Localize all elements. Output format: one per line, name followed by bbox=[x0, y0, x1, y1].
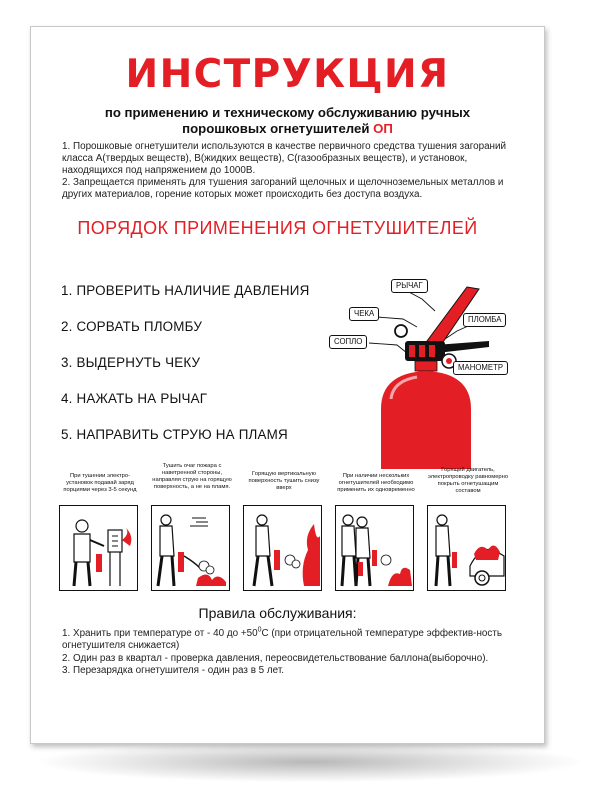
panel-caption: Тушить очаг пожара с наветренной стороны, направляя струю на горящую поверхность, а не на пламя. bbox=[152, 463, 232, 490]
intro-paragraph-1: 1. Порошковые огнетушители используются в качестве первичного средства тушения загораний класса А(твердых веществ), В(жидких веществ), С(газообразных веществ), и установок, находящихся под напряжением до 1000В. bbox=[62, 141, 507, 177]
page-title: ИНСТРУКЦИЯ bbox=[125, 52, 450, 97]
intro-paragraph-2: 2. Запрещается применять для тушения загораний щелочных и щелочноземельных металлов и других материалов, горение которых может происходить без доступа воздуха. bbox=[62, 177, 504, 201]
label-nozzle: СОПЛО bbox=[329, 335, 367, 349]
panel-multiple-illustration bbox=[336, 506, 415, 592]
subtitle-accent: ОП bbox=[373, 121, 393, 136]
step-item: 1. ПРОВЕРИТЬ НАЛИЧИЕ ДАВЛЕНИЯ bbox=[61, 283, 310, 298]
instruction-sheet bbox=[30, 26, 545, 744]
panel-windward bbox=[151, 505, 230, 591]
sheet-shadow bbox=[40, 742, 580, 782]
step-item: 3. ВЫДЕРНУТЬ ЧЕКУ bbox=[61, 355, 201, 370]
label-lever: РЫЧАГ bbox=[391, 279, 428, 293]
rule-1-after: С (при отрицательной температуре эффектив-ность огнетушителя снижается) bbox=[62, 628, 502, 652]
panel-multiple bbox=[335, 505, 414, 591]
step-item: 4. НАЖАТЬ НА РЫЧАГ bbox=[61, 391, 208, 406]
label-pin: ЧЕКА bbox=[349, 307, 379, 321]
subtitle-line-2 bbox=[71, 121, 504, 137]
label-gauge: МАНОМЕТР bbox=[453, 361, 508, 375]
panel-captions bbox=[59, 463, 519, 503]
panel-caption: При наличии нескольких огнетушителей необходимо применить их одновременно bbox=[337, 473, 415, 493]
panel-windward-illustration bbox=[152, 506, 231, 592]
rules-list bbox=[62, 628, 532, 677]
panel-caption: При тушении электро-установок подавай заряд порциями через 3-5 секунд bbox=[63, 473, 137, 493]
rule-item bbox=[62, 628, 532, 653]
panel-caption: Горящий двигатель, электропроводку равномерно покрыть огнетушащим составом bbox=[427, 467, 509, 494]
subtitle-line-1: по применению и техническому обслуживанию ручных bbox=[104, 105, 471, 120]
panel-electrical bbox=[59, 505, 138, 591]
subtitle-line-2-text: порошковых огнетушителей bbox=[182, 121, 370, 136]
rule-1-degree: 0 bbox=[257, 626, 262, 634]
rule-item: 3. Перезарядка огнетушителя - один раз в 5 лет. bbox=[62, 664, 285, 676]
usage-heading: ПОРЯДОК ПРИМЕНЕНИЯ ОГНЕТУШИТЕЛЕЙ bbox=[77, 218, 478, 238]
panel-engine bbox=[427, 505, 506, 591]
label-seal: ПЛОМБА bbox=[463, 313, 506, 327]
panel-caption: Горящую вертикальную поверхность тушить снизу вверх bbox=[248, 471, 320, 491]
extinguisher-diagram bbox=[317, 249, 517, 471]
rule-item: 2. Один раз в квартал - проверка давления, переосвидетельствование баллона(выборочно). bbox=[62, 652, 489, 664]
panel-electrical-illustration bbox=[60, 506, 139, 592]
step-item: 5. НАПРАВИТЬ СТРУЮ НА ПЛАМЯ bbox=[61, 427, 288, 442]
panel-vertical bbox=[243, 505, 322, 591]
panel-vertical-illustration bbox=[244, 506, 323, 592]
rule-1-before: 1. Хранить при температуре от - 40 до +50 bbox=[62, 628, 258, 639]
intro-text bbox=[62, 141, 522, 201]
panel-engine-illustration bbox=[428, 506, 507, 592]
subtitle bbox=[71, 105, 504, 137]
rules-heading: Правила обслуживания: bbox=[198, 605, 357, 621]
step-item: 2. СОРВАТЬ ПЛОМБУ bbox=[61, 319, 203, 334]
